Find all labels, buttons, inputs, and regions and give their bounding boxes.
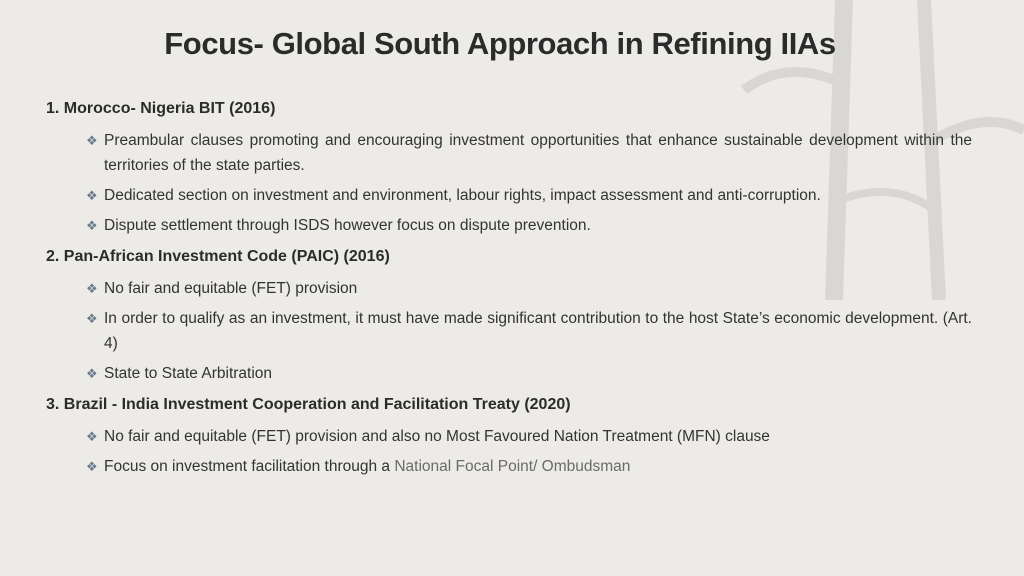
diamond-cluster-icon: ❖ bbox=[86, 281, 98, 296]
section-paic bbox=[46, 246, 972, 386]
list-item: ❖ Preambular clauses promoting and encouraging investment opportunities that enhance sustainable development within the territories of the state parties. bbox=[86, 128, 972, 178]
section-heading bbox=[46, 98, 972, 120]
section-morocco-nigeria bbox=[46, 98, 972, 238]
section-number: 2. bbox=[46, 248, 60, 265]
diamond-cluster-icon: ❖ bbox=[86, 366, 98, 381]
list-item: ❖ Focus on investment facilitation through a National Focal Point/ Ombudsman bbox=[86, 454, 972, 479]
section-title: Brazil - India Investment Cooperation and Facilitation Treaty (2020) bbox=[63, 396, 571, 413]
list-item: ❖ No fair and equitable (FET) provision and also no Most Favoured Nation Treatment (MFN) clause bbox=[86, 424, 972, 449]
diamond-cluster-icon: ❖ bbox=[86, 188, 98, 203]
diamond-cluster-icon: ❖ bbox=[86, 133, 98, 148]
section-number: 3. bbox=[46, 396, 60, 413]
diamond-cluster-icon: ❖ bbox=[86, 429, 98, 444]
list-item: ❖ In order to qualify as an investment, it must have made significant contribution to the host State’s economic development. (Art. 4) bbox=[86, 306, 972, 356]
section-heading bbox=[46, 246, 972, 268]
section-brazil-india bbox=[46, 394, 972, 479]
list-item: ❖ Dispute settlement through ISDS however focus on dispute prevention. bbox=[86, 213, 972, 238]
diamond-cluster-icon: ❖ bbox=[86, 218, 98, 233]
section-number: 1. bbox=[46, 100, 60, 117]
list-item: ❖ No fair and equitable (FET) provision bbox=[86, 276, 972, 301]
section-title: Morocco- Nigeria BIT (2016) bbox=[63, 100, 276, 117]
content-body bbox=[46, 98, 972, 484]
section-heading bbox=[46, 394, 972, 416]
list-item: ❖ State to State Arbitration bbox=[86, 361, 972, 386]
section-title: Pan-African Investment Code (PAIC) (2016) bbox=[63, 248, 390, 265]
highlighted-text: National Focal Point/ Ombudsman bbox=[394, 458, 631, 475]
page-title: Focus- Global South Approach in Refining IIAs bbox=[164, 26, 836, 61]
list-item: ❖ Dedicated section on investment and environment, labour rights, impact assessment and anti-corruption. bbox=[86, 183, 972, 208]
diamond-cluster-icon: ❖ bbox=[86, 459, 98, 474]
diamond-cluster-icon: ❖ bbox=[86, 311, 98, 326]
